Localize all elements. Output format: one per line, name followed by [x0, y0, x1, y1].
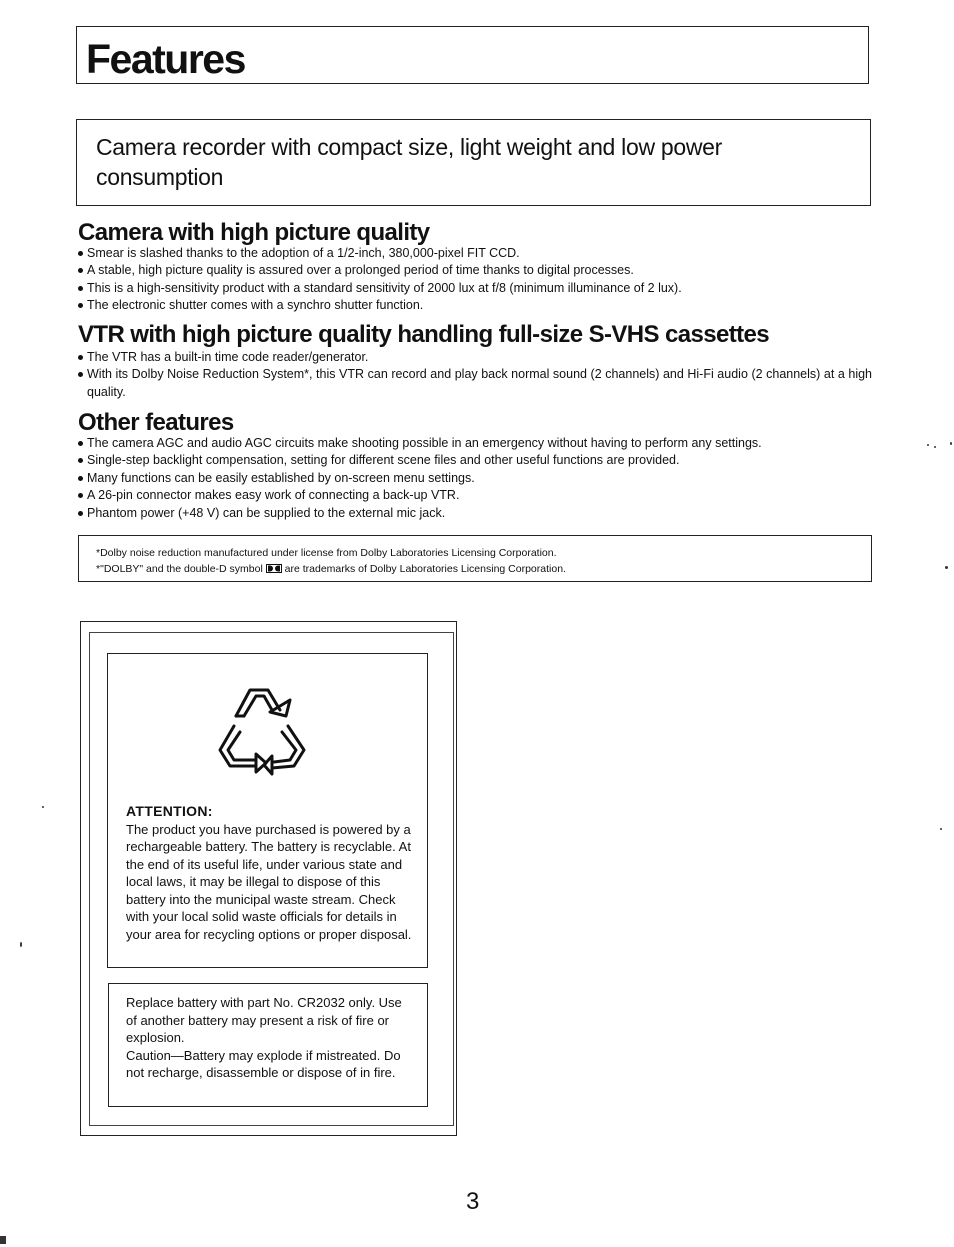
- dolby-note-line2: [96, 561, 871, 577]
- list-item: Phantom power (+48 V) can be supplied to the external mic jack.: [78, 505, 872, 522]
- list-item: Many functions can be easily established by on-screen menu settings.: [78, 470, 872, 487]
- dolby-note-line1: *Dolby noise reduction manufactured under license from Dolby Laboratories Licensing Corporation.: [96, 547, 557, 559]
- scan-speck: [927, 444, 929, 446]
- bullet-list-other: [78, 435, 872, 522]
- intro-box: [76, 119, 871, 206]
- list-item: With its Dolby Noise Reduction System*, this VTR can record and play back normal sound (2 channels) and Hi-Fi audio (2 channels) at a high quality.: [78, 366, 872, 401]
- dolby-note: [78, 535, 872, 582]
- bullet-list-vtr: [78, 349, 872, 401]
- dolby-note-line2-pre: *"DOLBY" and the double-D symbol: [96, 563, 263, 575]
- attention-text: [126, 803, 416, 943]
- page-number: 3: [466, 1188, 480, 1215]
- section-heading-other: Other features: [78, 409, 234, 436]
- scan-speck: [934, 446, 936, 448]
- list-item: This is a high-sensitivity product with a standard sensitivity of 2000 lux at f/8 (minimum illuminance of 2 lux).: [78, 280, 872, 297]
- list-item: The electronic shutter comes with a synchro shutter function.: [78, 297, 872, 314]
- battery-warning-line2: Caution—Battery may explode if mistreated. Do not recharge, disassemble or dispose of in fire.: [126, 1047, 401, 1080]
- intro-text: Camera recorder with compact size, light weight and low power consumption: [96, 134, 722, 190]
- list-item: The VTR has a built-in time code reader/generator.: [78, 349, 872, 366]
- battery-warning-text: [126, 994, 416, 1082]
- attention-body: The product you have purchased is powered by a rechargeable battery. The battery is recyclable. At the end of its useful life, under various state and local laws, it may be illegal to dispose of this battery into the municipal waste stream. Check with your local solid waste officials for details in your area for recycling options or proper disposal.: [126, 821, 412, 942]
- dolby-note-line2-post: are trademarks of Dolby Laboratories Licensing Corporation.: [284, 563, 566, 575]
- title-box: [76, 26, 869, 84]
- list-item: A 26-pin connector makes easy work of connecting a back-up VTR.: [78, 487, 872, 504]
- list-item: Single-step backlight compensation, setting for different scene files and other useful functions are provided.: [78, 452, 872, 469]
- list-item: The camera AGC and audio AGC circuits make shooting possible in an emergency without having to perform any settings.: [78, 435, 872, 452]
- section-heading-vtr: VTR with high picture quality handling full-size S-VHS cassettes: [78, 321, 770, 348]
- page-title: Features: [86, 36, 245, 82]
- bullet-list-camera: [78, 245, 872, 315]
- section-heading-camera: Camera with high picture quality: [78, 219, 430, 246]
- attention-heading: ATTENTION:: [126, 803, 213, 819]
- double-d-icon: [266, 562, 282, 571]
- scan-speck: [950, 442, 952, 445]
- battery-warning-line1: Replace battery with part No. CR2032 only. Use of another battery may present a risk of fire or explosion.: [126, 995, 402, 1045]
- list-item: A stable, high picture quality is assured over a prolonged period of time thanks to digital processes.: [78, 262, 872, 279]
- scan-speck: [940, 828, 942, 830]
- scan-speck: [42, 806, 44, 808]
- scan-speck: [0, 1236, 6, 1244]
- recycle-icon: [206, 676, 316, 784]
- scan-speck: [20, 942, 22, 947]
- list-item: Smear is slashed thanks to the adoption of a 1/2-inch, 380,000-pixel FIT CCD.: [78, 245, 872, 262]
- scan-speck: [945, 566, 948, 569]
